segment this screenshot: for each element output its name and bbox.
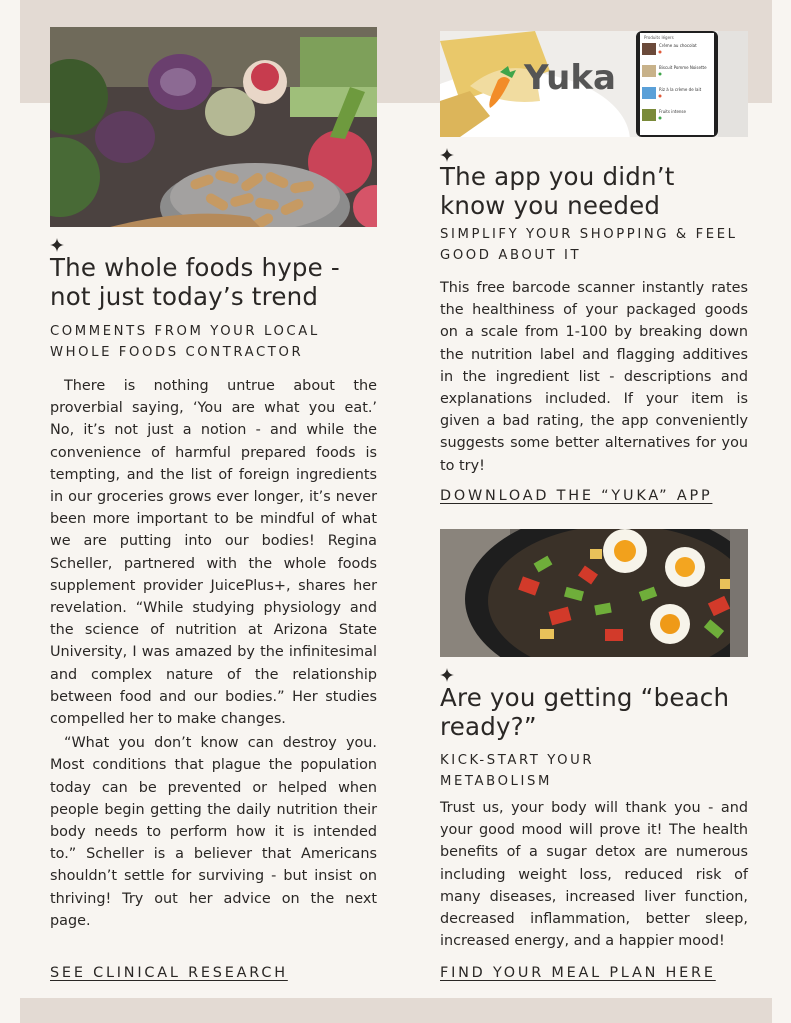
yuka-app-photo — [440, 31, 748, 137]
find-meal-plan-link[interactable]: FIND YOUR MEAL PLAN HERE — [440, 965, 716, 981]
left-headline: The whole foods hype - not just today’s trend — [50, 253, 340, 311]
svg-text:Crème au chocolat: Crème au chocolat — [659, 43, 697, 48]
beach-ready-body: Trust us, your body will thank you - and your good mood will prove it! The health benefits of a sugar detox are numerous including weight loss, reduced risk of many diseases, increased liver function, decreased inflammation, better sleep, increased energy, and a happier mood! — [440, 800, 748, 950]
left-paragraph-2: “What you don’t know can destroy you. Most conditions that plague the population today can be prevented or helped when people begin getting the daily nutrition their body needs to perform how it is intended to.” Scheller is a believer that Americans shouldn’t settle for surviving - but insist on thriving! Try out her advice on the next page. — [50, 735, 377, 929]
sparkle-icon — [440, 668, 454, 682]
svg-text:Fruits intense: Fruits intense — [659, 109, 686, 114]
yuka-headline: The app you didn’t know you needed — [440, 162, 675, 220]
beach-ready-kicker: KICK-START YOUR METABOLISM — [440, 753, 595, 789]
yuka-body: This free barcode scanner instantly rates the healthiness of your packaged goods on a scale from 1-100 by breaking down the nutrition label and flagging additives in the ingredient list - descriptions and explanations included. If your item is given a bad rating, the app conveniently suggests some better alternatives for you to try! — [440, 280, 748, 474]
vegetables-supplements-photo — [50, 27, 377, 227]
sparkle-icon — [50, 238, 64, 252]
phone-list-title: Produits légers — [644, 35, 674, 40]
skillet-eggs-vegetables-photo — [440, 529, 748, 657]
beach-ready-headline: Are you getting “beach ready?” — [440, 683, 730, 741]
left-paragraph-1: There is nothing untrue about the proverbial saying, ‘You are what you eat.’ No, it’s not just a notion - and while the convenience of harmful prepared foods is tempting, and the list of foreign ingredients in our groceries grows ever longer, it’s never been more important to be mindful of what we are putting into our bodies! Regina Scheller, partnered with the whole foods supplement provider JuicePlus+, shares her revelation. “While studying physiology and the science of nutrition at Arizona State University, I was amazed by the infinitesimal and complex nature of the relationship between food and our bodies.” Her studies compelled her to make changes. — [50, 378, 377, 728]
yuka-logo-text: Yuka — [524, 58, 616, 98]
svg-text:Biscuit Pomme Noisette: Biscuit Pomme Noisette — [659, 65, 707, 70]
left-body — [50, 375, 377, 932]
see-clinical-research-link[interactable]: SEE CLINICAL RESEARCH — [50, 965, 288, 981]
download-yuka-link[interactable]: DOWNLOAD THE “YUKA” APP — [440, 488, 713, 504]
left-kicker: COMMENTS FROM YOUR LOCAL WHOLE FOODS CONTRACTOR — [50, 324, 320, 360]
sparkle-icon — [440, 148, 454, 162]
bottom-band — [20, 998, 772, 1023]
yuka-kicker: SIMPLIFY YOUR SHOPPING & FEEL GOOD ABOUT IT — [440, 227, 738, 263]
svg-text:Riz à la crème de lait: Riz à la crème de lait — [659, 87, 702, 92]
